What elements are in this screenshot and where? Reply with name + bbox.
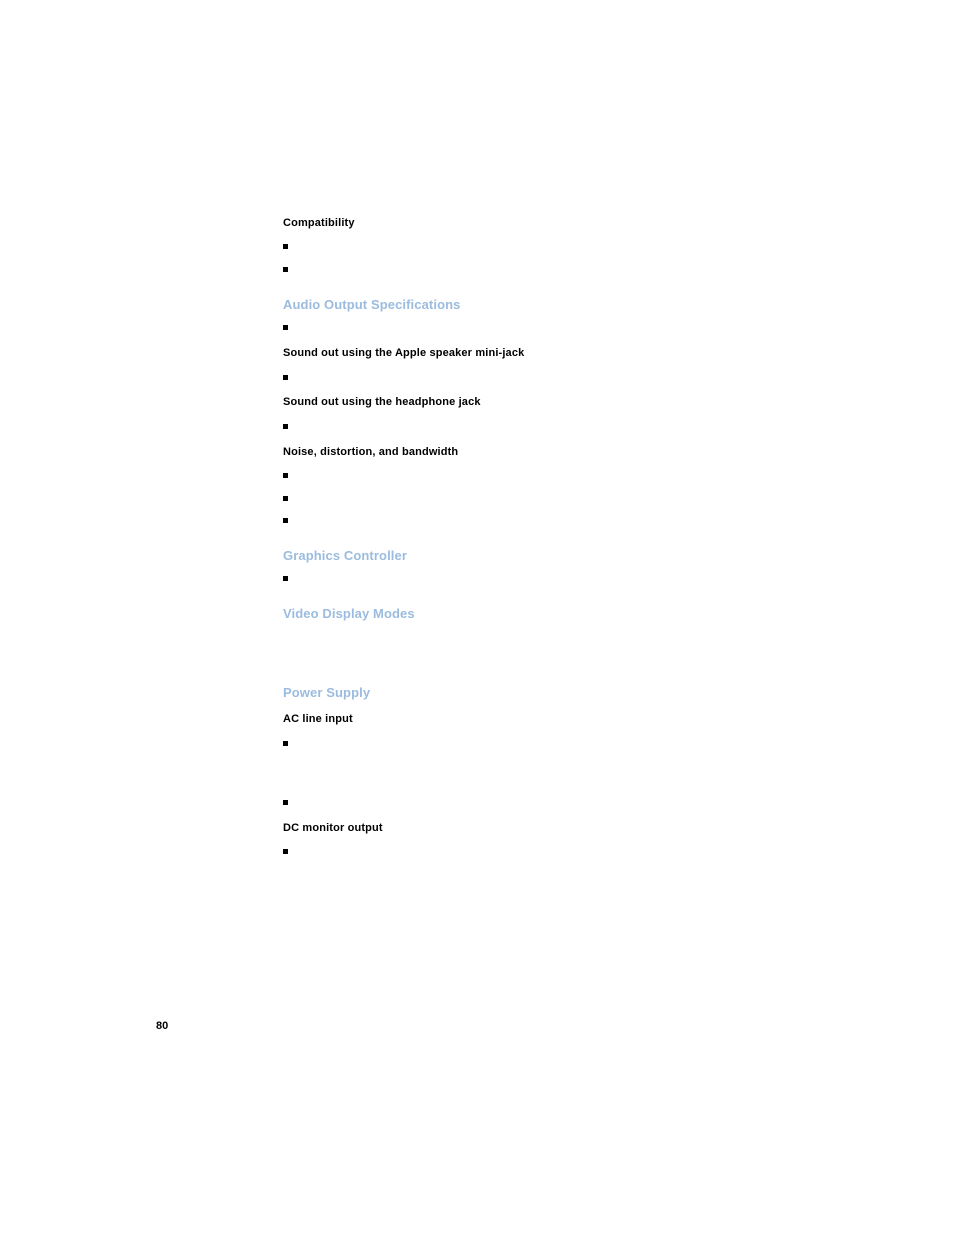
heading-audio-output-specifications: Audio Output Specifications [283,297,461,312]
subheading-noise-distortion: Noise, distortion, and bandwidth [283,446,459,458]
bullet-icon [283,741,288,746]
subheading-ac-line-input: AC line input [283,713,353,725]
heading-power-supply: Power Supply [283,685,371,700]
subheading-dc-monitor-output: DC monitor output [283,822,383,834]
bullet-icon [283,325,288,330]
heading-graphics-controller: Graphics Controller [283,548,407,563]
subheading-compatibility: Compatibility [283,217,355,229]
bullet-icon [283,800,288,805]
subheading-apple-speaker: Sound out using the Apple speaker mini-jack [283,347,525,359]
page-number: 80 [156,1020,169,1032]
bullet-icon [283,375,288,380]
bullet-icon [283,496,288,501]
heading-video-display-modes: Video Display Modes [283,606,415,621]
bullet-icon [283,473,288,478]
bullet-icon [283,244,288,249]
subheading-headphone-jack: Sound out using the headphone jack [283,396,481,408]
bullet-icon [283,576,288,581]
bullet-icon [283,267,288,272]
bullet-icon [283,424,288,429]
bullet-icon [283,518,288,523]
bullet-icon [283,849,288,854]
